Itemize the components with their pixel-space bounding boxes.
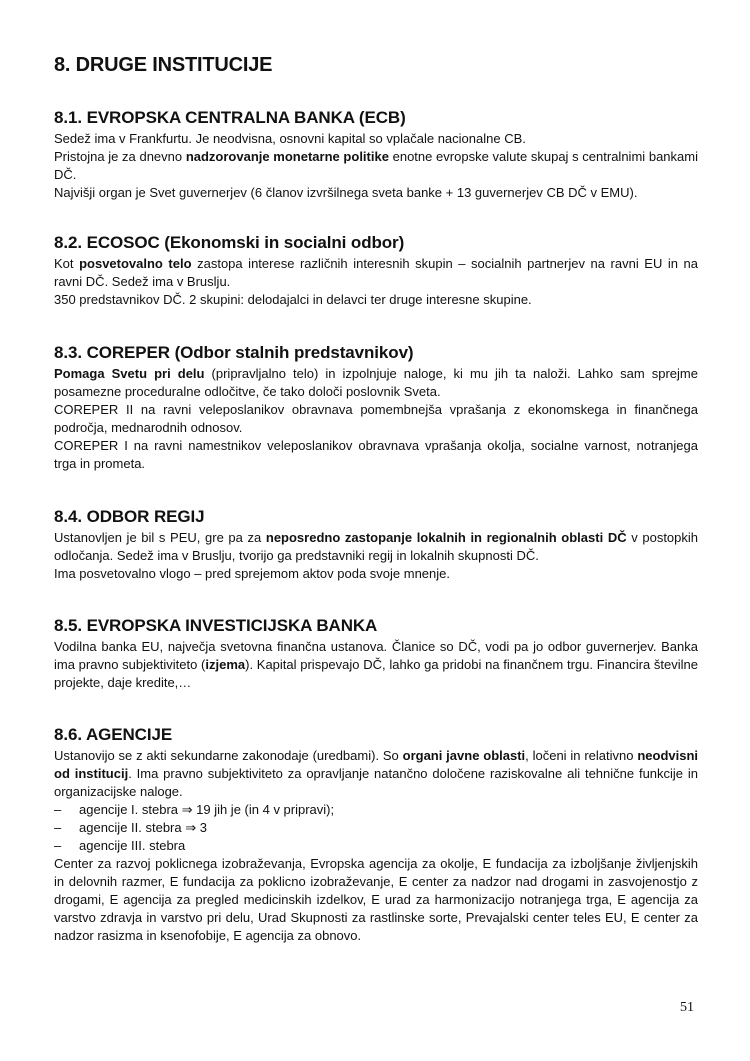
section-ecosoc xyxy=(54,233,698,309)
section-eib xyxy=(54,616,698,692)
section-heading: 8.6. AGENCIJE xyxy=(54,725,173,744)
section-coreper xyxy=(54,343,698,473)
section-odbor-regij xyxy=(54,507,698,583)
dash-bullet: – xyxy=(54,838,62,853)
paragraph: Najvišji organ je Svet guvernerjev (6 članov izvršilnega sveta banke + 13 guvernerjev CB DČ v EMU). xyxy=(54,185,638,200)
section-heading: 8.1. EVROPSKA CENTRALNA BANKA (ECB) xyxy=(54,108,406,127)
paragraph: COREPER II na ravni veleposlanikov obravnava pomembnejša vprašanja z ekonomskega in finančnega področja, mednarodnih odnosov. xyxy=(54,402,698,435)
list-item: – agencije III. stebra xyxy=(54,838,186,853)
paragraph: Ustanovijo se z akti sekundarne zakonodaje (uredbami). So organi javne oblasti, ločeni in relativno neodvisni od institucij. Ima pravno subjektiviteto za opravljanje natančno določene raziskovalne ali tehnične funkcije in organizacijske naloge. xyxy=(54,748,699,799)
paragraph: COREPER I na ravni namestnikov veleposlanikov obravnava vprašanja okolja, socialne varnost, notranjega trga in prometa. xyxy=(54,438,698,471)
section-heading: 8.2. ECOSOC (Ekonomski in socialni odbor) xyxy=(54,233,405,252)
list-item: – agencije I. stebra ⇒ 19 jih je (in 4 v pripravi); xyxy=(54,802,335,817)
paragraph: Vodilna banka EU, največja svetovna finančna ustanova. Članice so DČ, vodi pa jo odbor guvernerjev. Banka ima pravno subjektiviteto (izjema). Kapital prispevajo DČ, lahko ga pridobi na finančnem trgu. Financira številne projekte, daje kredite,… xyxy=(54,639,698,690)
paragraph: Pomaga Svetu pri delu (pripravljalno telo) in izpolnjuje naloge, ki mu jih ta naloži. Lahko sam sprejme posamezne proceduralne odločitve, če tako določi poslovnik Sveta. xyxy=(54,366,698,399)
chapter-title: 8. DRUGE INSTITUCIJE xyxy=(54,54,273,76)
page-number: 51 xyxy=(680,1000,694,1015)
paragraph: Kot posvetovalno telo zastopa interese različnih interesnih skupin – socialnih partnerjev na ravni EU in na ravni DČ. Sedež ima v Bruslju. xyxy=(54,256,699,289)
section-heading: 8.5. EVROPSKA INVESTICIJSKA BANKA xyxy=(54,616,378,635)
dash-bullet: – xyxy=(54,802,62,817)
agency-names-paragraph: Center za razvoj poklicnega izobraževanja, Evropska agencija za okolje, E fundacija za izboljšanje življenjskih in delovnih razmer, E fundacija za poklicno izobraževanje, E center za nadzor nad drogami in zasvojenostjo z drogami, E agencija za pregled medicinskih izdelkov, E urad za harmonizacijo notranjega trga, E agencija za varstvo zdravja in varstvo pri delu, Urad Skupnosti za rastlinske sorte, Prevajalski center teles EU, E center za nadzor rasizma in ksenofobije, E agencija za obnovo. xyxy=(54,856,698,943)
section-heading: 8.4. ODBOR REGIJ xyxy=(54,507,205,526)
paragraph: Ima posvetovalno vlogo – pred sprejemom aktov poda svoje mnenje. xyxy=(54,566,450,581)
paragraph: Ustanovljen je bil s PEU, gre pa za neposredno zastopanje lokalnih in regionalnih oblasti DČ v postopkih odločanja. Sedež ima v Bruslju, tvorijo ga predstavniki regij in lokalnih skupnosti DČ. xyxy=(54,530,699,563)
paragraph: 350 predstavnikov DČ. 2 skupini: delodajalci in delavci ter druge interesne skupine. xyxy=(54,292,532,307)
paragraph: Pristojna je za dnevno nadzorovanje monetarne politike enotne evropske valute skupaj s centralnimi bankami DČ. xyxy=(54,149,698,182)
list-item: – agencije II. stebra ⇒ 3 xyxy=(54,820,207,835)
section-heading: 8.3. COREPER (Odbor stalnih predstavnikov) xyxy=(54,343,414,362)
dash-bullet: – xyxy=(54,820,62,835)
agency-list xyxy=(54,801,698,855)
section-agencije xyxy=(54,725,698,945)
paragraph: Sedež ima v Frankfurtu. Je neodvisna, osnovni kapital so vplačale nacionalne CB. xyxy=(54,131,526,146)
section-ecb xyxy=(54,108,698,202)
